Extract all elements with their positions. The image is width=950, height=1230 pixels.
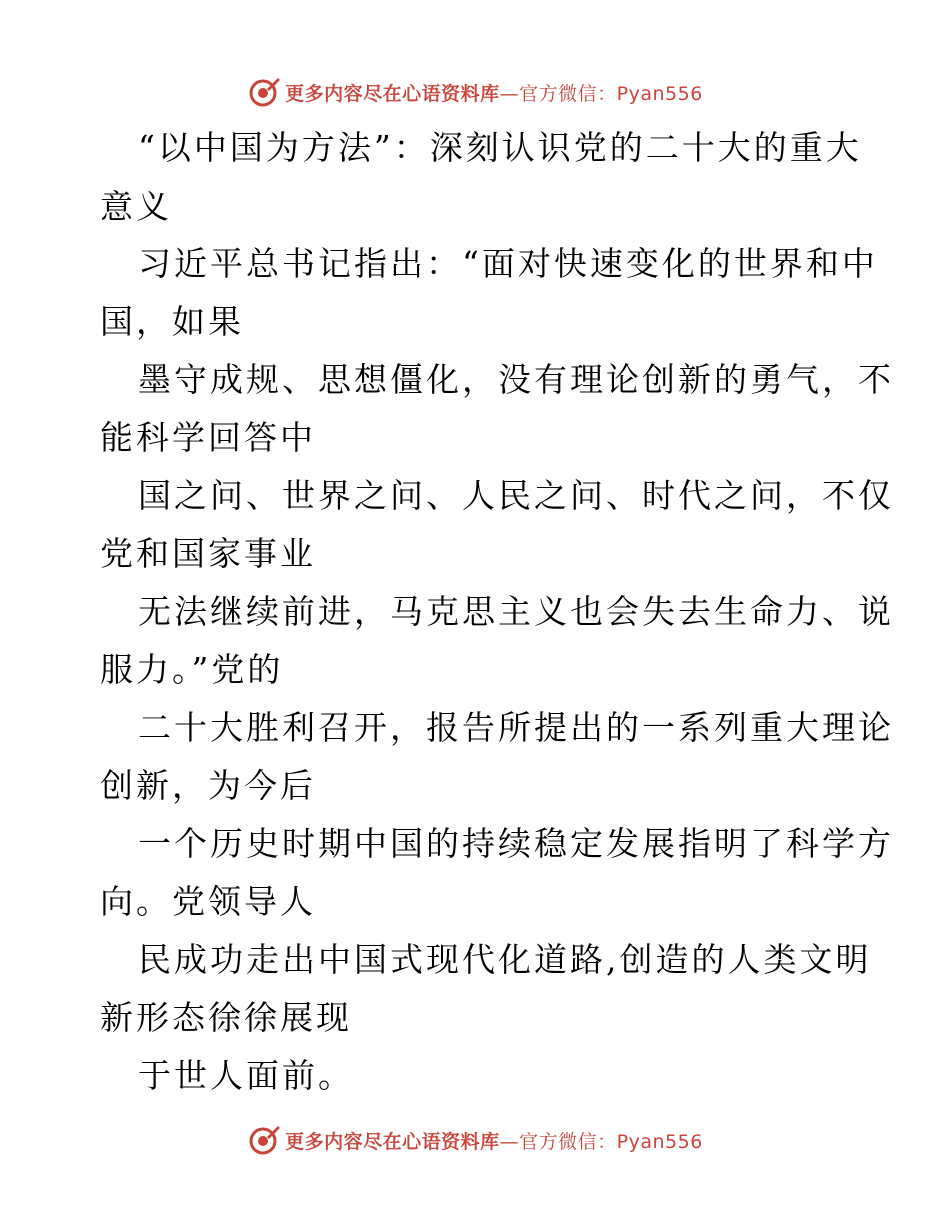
footer-brand: 更多内容尽在心语资料库 (285, 1130, 500, 1153)
body-line: 能科学回答中 (100, 418, 316, 457)
body-line: 无法继续前进，马克思主义也会失去生命力、说 (138, 592, 894, 631)
body-line: 于世人面前。 (138, 1056, 354, 1095)
body-line: 民成功走出中国式现代化道路,创造的人类文明 (138, 940, 872, 979)
body-line: 国，如果 (100, 302, 244, 341)
body-line: 一个历史时期中国的持续稳定发展指明了科学方 (138, 824, 894, 863)
body-line: 党和国家事业 (100, 534, 316, 573)
body-line: 向。党领导人 (100, 882, 316, 921)
body-line: 创新，为今后 (100, 766, 316, 805)
body-line: 二十大胜利召开，报告所提出的一系列重大理论 (138, 708, 894, 747)
body-line: 服力。”党的 (100, 650, 284, 689)
body-line: 国之问、世界之问、人民之问、时代之问，不仅 (138, 476, 894, 515)
body-line: 墨守成规、思想僵化，没有理论创新的勇气，不 (138, 360, 894, 399)
pen-logo-icon (247, 75, 281, 109)
header-brand: 更多内容尽在心语资料库 (285, 82, 500, 105)
body-line: 习近平总书记指出：“面对快速变化的世界和中 (138, 244, 878, 283)
body-line: 新形态徐徐展现 (100, 998, 352, 1037)
footer-watermark (0, 1120, 950, 1160)
pen-logo-icon (247, 1123, 281, 1157)
body-line: 意义 (100, 187, 172, 226)
header-contact: —官方微信：Pyan556 (499, 82, 703, 105)
footer-contact: —官方微信：Pyan556 (499, 1130, 703, 1153)
header-watermark (0, 72, 950, 112)
body-line: “以中国为方法”：深刻认识党的二十大的重大 (138, 128, 862, 167)
